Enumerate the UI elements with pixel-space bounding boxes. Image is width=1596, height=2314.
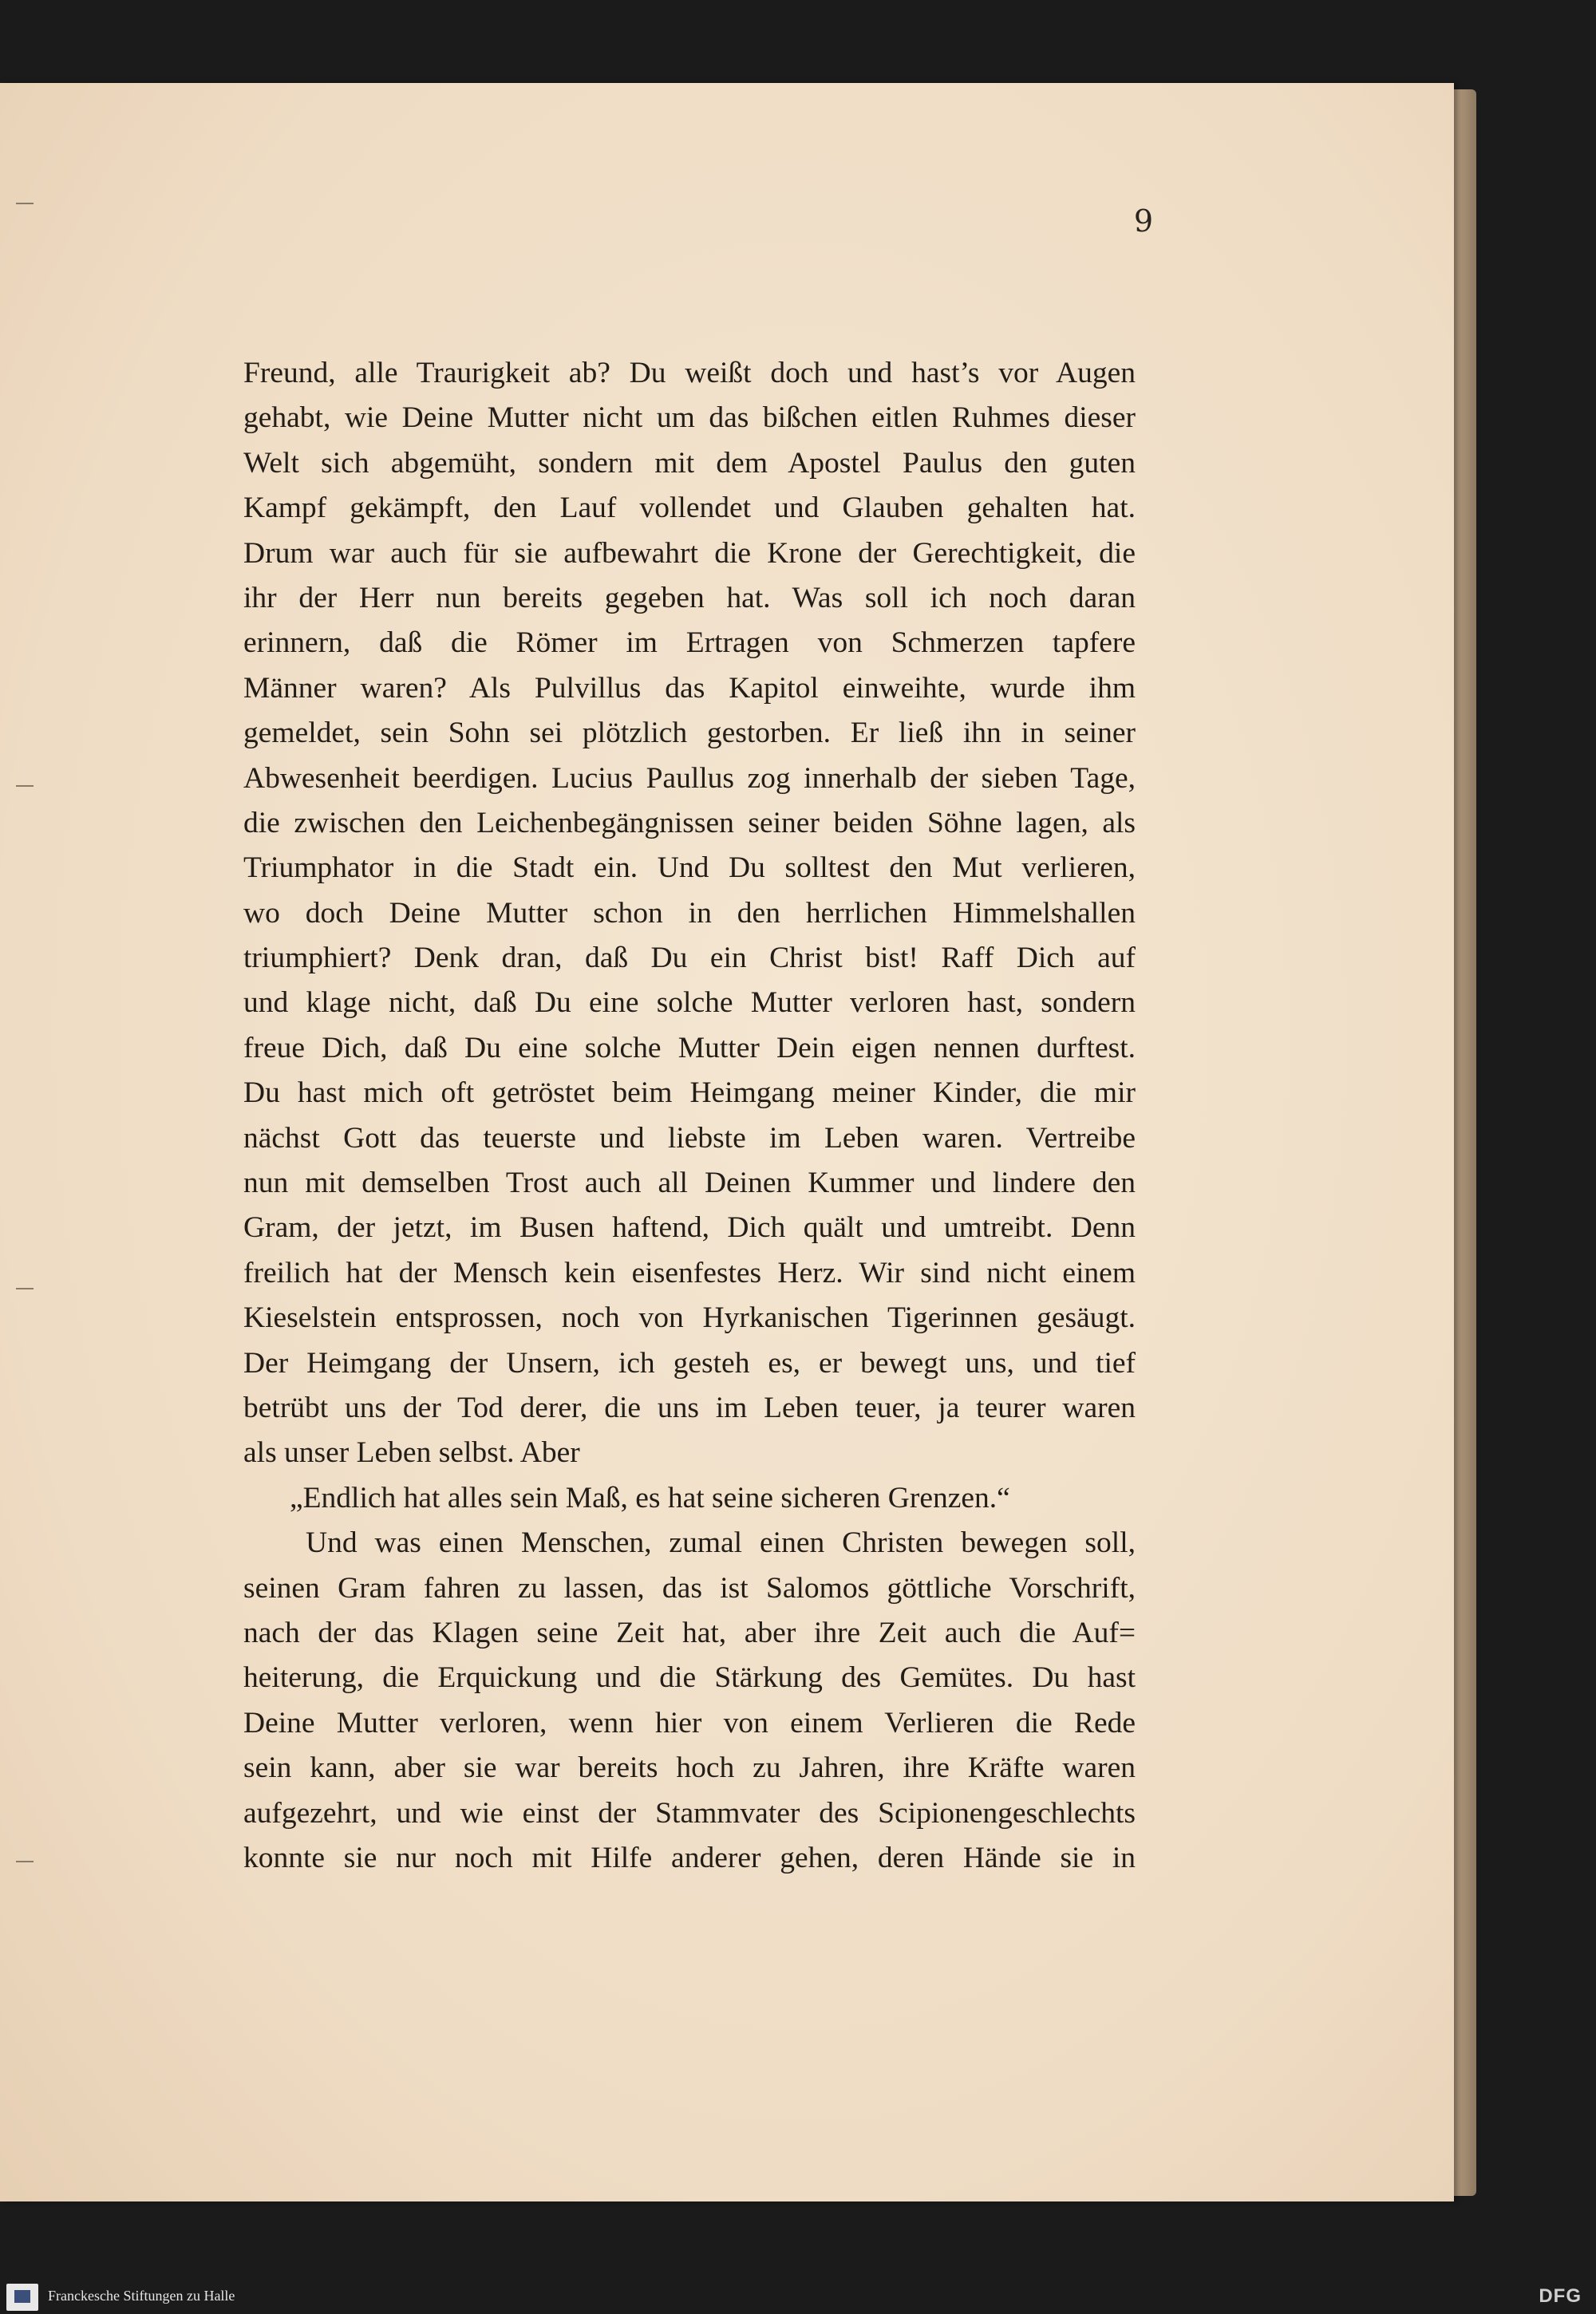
- institution-logo-icon: [6, 2284, 38, 2311]
- text-line: Triumphator in die Stadt ein. Und Du solltest den Mut verlieren,: [243, 851, 1136, 885]
- text-line: aufgezehrt, und wie einst der Stammvater des Scipionengeschlechts: [243, 1796, 1136, 1830]
- text-line: nächst Gott das teuerste und liebste im Leben waren. Vertreibe: [243, 1121, 1136, 1155]
- text-line: Kieselstein entsprossen, noch von Hyrkanischen Tigerinnen gesäugt.: [243, 1301, 1136, 1335]
- text-line: die zwischen den Leichenbegängnissen seiner beiden Söhne lagen, als: [243, 806, 1136, 839]
- text-line: freue Dich, daß Du eine solche Mutter Dein eigen nennen durftest.: [243, 1031, 1136, 1064]
- viewer-footer: [0, 2280, 1596, 2314]
- text-line: betrübt uns der Tod derer, die uns im Leben teuer, ja teurer waren: [243, 1391, 1136, 1424]
- text-line: gehabt, wie Deine Mutter nicht um das bißchen eitlen Ruhmes dieser: [243, 401, 1136, 435]
- text-line: nach der das Klagen seine Zeit hat, aber ihre Zeit auch die Auf=: [243, 1616, 1136, 1649]
- text-line: konnte sie nur noch mit Hilfe anderer gehen, deren Hände sie in: [243, 1841, 1136, 1874]
- text-line: heiterung, die Erquickung und die Stärkung des Gemütes. Du hast: [243, 1661, 1136, 1695]
- text-line: Drum war auch für sie aufbewahrt die Krone der Gerechtigkeit, die: [243, 536, 1136, 570]
- text-line: Freund, alle Traurigkeit ab? Du weißt doch und hast’s vor Augen: [243, 357, 1136, 389]
- text-line: wo doch Deine Mutter schon in den herrlichen Himmelshallen: [243, 896, 1136, 930]
- text-line: Und was einen Menschen, zumal einen Christen bewegen soll,: [306, 1526, 1136, 1560]
- text-line: Abwesenheit beerdigen. Lucius Paullus zog innerhalb der sieben Tage,: [243, 761, 1136, 795]
- body-text: [243, 351, 1136, 1881]
- institution-name: Franckesche Stiftungen zu Halle: [48, 2288, 235, 2304]
- text-line: als unser Leben selbst. Aber: [243, 1436, 580, 1470]
- text-line: seinen Gram fahren zu lassen, das ist Salomos göttliche Vorschrift,: [243, 1571, 1136, 1605]
- text-line: gemeldet, sein Sohn sei plötzlich gestorben. Er ließ ihn in seiner: [243, 717, 1136, 750]
- text-line: erinnern, daß die Römer im Ertragen von Schmerzen tapfere: [243, 626, 1136, 660]
- text-line: Welt sich abgemüht, sondern mit dem Apostel Paulus den guten: [243, 446, 1136, 480]
- text-line: Männer waren? Als Pulvillus das Kapitol einweihte, wurde ihm: [243, 671, 1136, 705]
- text-line: Kampf gekämpft, den Lauf vollendet und Glauben gehalten hat.: [243, 492, 1136, 525]
- dfg-logo: DFG: [1539, 2285, 1582, 2307]
- text-line: ihr der Herr nun bereits gegeben hat. Was soll ich noch daran: [243, 581, 1136, 614]
- text-line: Du hast mich oft getröstet beim Heimgang meiner Kinder, die mir: [243, 1076, 1136, 1110]
- text-line: triumphiert? Denk dran, daß Du ein Christ bist! Raff Dich auf: [243, 942, 1136, 975]
- text-line: Gram, der jetzt, im Busen haftend, Dich quält und umtreibt. Denn: [243, 1211, 1136, 1245]
- quote-line: „Endlich hat alles sein Maß, es hat seine sicheren Grenzen.“: [290, 1481, 1010, 1514]
- margin-mark: [16, 785, 34, 787]
- text-line: freilich hat der Mensch kein eisenfestes Herz. Wir sind nicht einem: [243, 1256, 1136, 1289]
- margin-mark: [16, 203, 34, 204]
- text-line: sein kann, aber sie war bereits hoch zu Jahren, ihre Kräfte waren: [243, 1751, 1136, 1785]
- page-number: 9: [1133, 203, 1153, 239]
- text-line: und klage nicht, daß Du eine solche Mutter verloren hast, sondern: [243, 986, 1136, 1020]
- text-line: Deine Mutter verloren, wenn hier von einem Verlieren die Rede: [243, 1706, 1136, 1739]
- text-line: Der Heimgang der Unsern, ich gesteh es, er bewegt uns, und tief: [243, 1346, 1136, 1380]
- text-line: nun mit demselben Trost auch all Deinen Kummer und lindere den: [243, 1167, 1136, 1200]
- margin-mark: [16, 1288, 34, 1289]
- margin-mark: [16, 1861, 34, 1862]
